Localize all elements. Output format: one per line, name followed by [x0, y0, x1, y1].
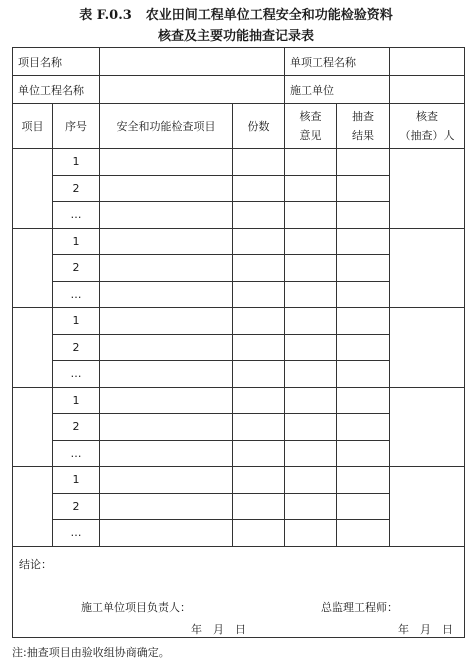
sub-project-name-label: 单项工程名称	[285, 48, 390, 76]
sample-result-cell[interactable]	[337, 202, 390, 229]
col-sample-result	[337, 104, 390, 149]
review-opinion-cell[interactable]	[285, 149, 337, 176]
check-item-cell[interactable]	[100, 334, 233, 361]
seq-cell: …	[53, 440, 100, 467]
review-opinion-cell[interactable]	[285, 228, 337, 255]
check-item-cell[interactable]	[100, 202, 233, 229]
check-item-cell[interactable]	[100, 361, 233, 388]
copies-cell[interactable]	[233, 467, 285, 494]
table-row	[13, 467, 465, 494]
copies-cell[interactable]	[233, 281, 285, 308]
copies-cell[interactable]	[233, 387, 285, 414]
form-code: 表 F.0.3	[79, 8, 132, 23]
copies-cell[interactable]	[233, 440, 285, 467]
reviewer-cell[interactable]	[390, 149, 465, 229]
review-opinion-cell[interactable]	[285, 308, 337, 335]
review-opinion-cell[interactable]	[285, 281, 337, 308]
unit-project-name-value[interactable]	[100, 76, 285, 104]
group-item-cell[interactable]	[13, 228, 53, 308]
copies-cell[interactable]	[233, 202, 285, 229]
sample-result-cell[interactable]	[337, 440, 390, 467]
column-header-row	[13, 104, 465, 149]
table-row	[13, 228, 465, 255]
sample-result-cell[interactable]	[337, 308, 390, 335]
reviewer-cell[interactable]	[390, 308, 465, 388]
review-opinion-cell[interactable]	[285, 334, 337, 361]
copies-cell[interactable]	[233, 149, 285, 176]
form-title-text: 农业田间工程单位工程安全和功能检验资料	[145, 8, 393, 23]
seq-cell: 2	[53, 334, 100, 361]
copies-cell[interactable]	[233, 520, 285, 547]
unit-project-name-label: 单位工程名称	[13, 76, 100, 104]
sample-result-cell[interactable]	[337, 149, 390, 176]
seq-cell: 1	[53, 228, 100, 255]
review-opinion-cell[interactable]	[285, 387, 337, 414]
seq-cell: 2	[53, 175, 100, 202]
record-table	[12, 47, 465, 638]
group-item-cell[interactable]	[13, 149, 53, 229]
sample-result-cell[interactable]	[337, 414, 390, 441]
check-item-cell[interactable]	[100, 414, 233, 441]
conclusion-label: 结论：	[19, 557, 52, 571]
check-item-cell[interactable]	[100, 228, 233, 255]
table-row	[13, 308, 465, 335]
group-item-cell[interactable]	[13, 467, 53, 547]
reviewer-cell[interactable]	[390, 387, 465, 467]
group-item-cell[interactable]	[13, 308, 53, 388]
review-opinion-cell[interactable]	[285, 440, 337, 467]
col-review-opinion-line2: 意见	[299, 129, 322, 142]
form-title-line-2: 核查及主要功能抽查记录表	[157, 29, 314, 44]
construction-unit-label: 施工单位	[285, 76, 390, 104]
col-item: 项目	[13, 104, 53, 149]
seq-cell: 1	[53, 387, 100, 414]
project-name-label: 项目名称	[13, 48, 100, 76]
sample-result-cell[interactable]	[337, 520, 390, 547]
review-opinion-cell[interactable]	[285, 255, 337, 282]
sample-result-cell[interactable]	[337, 281, 390, 308]
sample-result-cell[interactable]	[337, 334, 390, 361]
col-copies: 份数	[233, 104, 285, 149]
sample-result-cell[interactable]	[337, 228, 390, 255]
review-opinion-cell[interactable]	[285, 361, 337, 388]
check-item-cell[interactable]	[100, 255, 233, 282]
col-seq: 序号	[53, 104, 100, 149]
col-reviewer-line1: 核查	[416, 110, 438, 123]
seq-cell: 2	[53, 255, 100, 282]
review-opinion-cell[interactable]	[285, 493, 337, 520]
table-row	[13, 149, 465, 176]
check-item-cell[interactable]	[100, 493, 233, 520]
copies-cell[interactable]	[233, 361, 285, 388]
seq-cell: 2	[53, 414, 100, 441]
copies-cell[interactable]	[233, 308, 285, 335]
review-opinion-cell[interactable]	[285, 520, 337, 547]
supervisor-date: 年 月 日	[398, 622, 453, 636]
seq-cell: …	[53, 361, 100, 388]
check-item-cell[interactable]	[100, 175, 233, 202]
contractor-date: 年 月 日	[191, 622, 246, 636]
review-opinion-cell[interactable]	[285, 467, 337, 494]
col-sample-result-line1: 抽查	[352, 110, 374, 123]
conclusion-cell[interactable]	[13, 546, 465, 637]
copies-cell[interactable]	[233, 414, 285, 441]
check-item-cell[interactable]	[100, 520, 233, 547]
construction-unit-value[interactable]	[390, 76, 465, 104]
sample-result-cell[interactable]	[337, 361, 390, 388]
check-item-cell[interactable]	[100, 308, 233, 335]
sample-result-cell[interactable]	[337, 493, 390, 520]
check-item-cell[interactable]	[100, 467, 233, 494]
copies-cell[interactable]	[233, 228, 285, 255]
footnote: 注:抽查项目由验收组协商确定。	[12, 646, 170, 659]
sample-result-cell[interactable]	[337, 175, 390, 202]
seq-cell: …	[53, 281, 100, 308]
check-item-cell[interactable]	[100, 281, 233, 308]
seq-cell: …	[53, 520, 100, 547]
sub-project-name-value[interactable]	[390, 48, 465, 76]
seq-cell: 1	[53, 467, 100, 494]
col-check-item: 安全和功能检查项目	[100, 104, 233, 149]
reviewer-cell[interactable]	[390, 467, 465, 547]
copies-cell[interactable]	[233, 175, 285, 202]
review-opinion-cell[interactable]	[285, 175, 337, 202]
conclusion-row	[13, 546, 465, 637]
review-opinion-cell[interactable]	[285, 414, 337, 441]
table-row	[13, 387, 465, 414]
col-review-opinion	[285, 104, 337, 149]
copies-cell[interactable]	[233, 334, 285, 361]
check-item-cell[interactable]	[100, 440, 233, 467]
contractor-sign-label: 施工单位项目负责人：	[81, 600, 191, 614]
col-reviewer	[390, 104, 465, 149]
seq-cell: …	[53, 202, 100, 229]
sample-result-cell[interactable]	[337, 467, 390, 494]
header-row-2	[13, 76, 465, 104]
copies-cell[interactable]	[233, 255, 285, 282]
sample-result-cell[interactable]	[337, 255, 390, 282]
reviewer-cell[interactable]	[390, 228, 465, 308]
sample-result-cell[interactable]	[337, 387, 390, 414]
col-review-opinion-line1: 核查	[299, 110, 322, 123]
check-item-cell[interactable]	[100, 149, 233, 176]
group-item-cell[interactable]	[13, 387, 53, 467]
project-name-value[interactable]	[100, 48, 285, 76]
col-sample-result-line2: 结果	[352, 129, 374, 142]
col-reviewer-line2: （抽查）人	[399, 129, 455, 142]
check-item-cell[interactable]	[100, 387, 233, 414]
review-opinion-cell[interactable]	[285, 202, 337, 229]
form-title-line-1	[0, 4, 472, 23]
seq-cell: 2	[53, 493, 100, 520]
seq-cell: 1	[53, 149, 100, 176]
seq-cell: 1	[53, 308, 100, 335]
copies-cell[interactable]	[233, 493, 285, 520]
supervisor-sign-label: 总监理工程师：	[321, 600, 398, 614]
header-row-1	[13, 48, 465, 76]
